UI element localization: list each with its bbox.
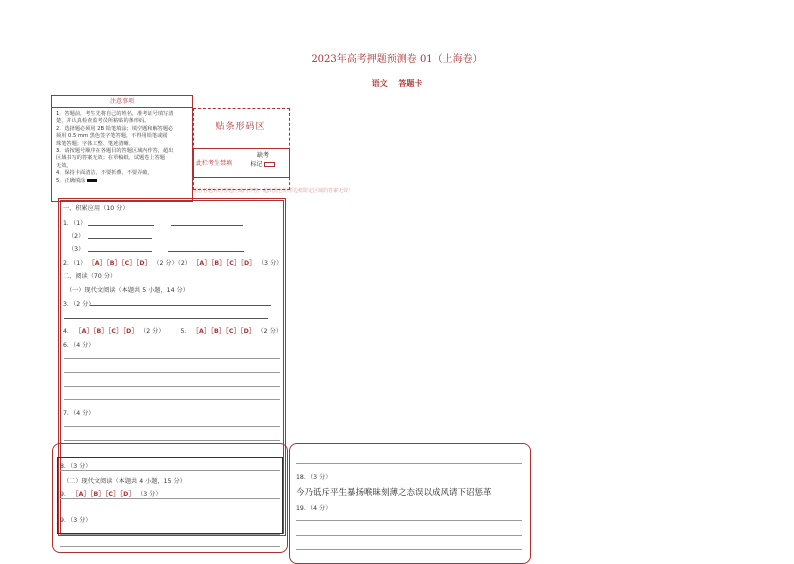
q4-score: （2 分） [140,328,165,335]
section-1-heading: 一、积累应用（10 分） [63,205,129,212]
absent-label-row [248,160,278,169]
answer-line[interactable] [296,535,522,536]
section-2-heading: 二、阅读（70 分） [63,273,117,280]
q4-options[interactable]: ［A］［B］［C］［D］ [75,328,139,335]
answer-line[interactable] [168,251,244,252]
notice-line: 4．保持卡面清洁，不要折叠、不要弄破。 [56,170,153,177]
page-title: 2023年高考押题预测卷 01（上海卷） [311,54,483,65]
absent-checkbox[interactable] [264,162,275,167]
filled-mark-icon [87,179,97,182]
answer-line[interactable] [90,305,271,306]
answer-line[interactable] [60,534,280,535]
notice-heading: 注意事项 [52,96,192,108]
q2-score: （3 分） [257,260,283,267]
answer-line[interactable] [64,426,280,427]
answer-line[interactable] [88,225,154,226]
answer-line[interactable] [60,546,280,547]
notice-line: 楚，并认真检查监考员所粘贴的条形码。 [56,118,150,125]
q10-label: 9．（3 分） [60,517,92,524]
q5-score: （2 分） [257,328,282,335]
q5-options[interactable]: ［A］［B］［C］［D］ [192,328,256,335]
q8-label: 8．（3 分） [60,463,92,470]
answer-line[interactable] [88,238,152,239]
q1-2-label: （2） [68,233,85,240]
q9-row [60,489,162,498]
q4-q5-row [63,326,282,335]
subject-label: 语文 [371,79,388,88]
answer-line[interactable] [64,399,280,400]
notice-line-fill [56,178,188,185]
q9-score: （3 分） [137,491,162,498]
absent-label-1: 缺考 [256,152,269,159]
notice-line: 无效。 [56,162,72,169]
answer-line[interactable] [64,318,268,319]
q5-label: 5． [180,328,191,335]
answer-line[interactable] [88,251,152,252]
answer-line[interactable] [64,440,280,441]
notice-line: 2．选择题必须用 2B 铅笔填涂；填空题和解答题必 [56,125,174,132]
q6-label: 6．（4 分） [63,342,95,349]
answer-line[interactable] [296,520,522,521]
warning-text: 请在各题目的答题区域内作答，超出黑色矩形边框限定区域的答案无效！ [193,188,354,194]
q18-text: 今乃诋斥平生暴扬喉昧刻薄之态误以成风请下诏惩革 [296,488,492,498]
q7-label: 7．（4 分） [63,410,95,417]
answer-line[interactable] [64,372,280,373]
q1-label: 1．（1） [63,220,87,227]
answer-line[interactable] [60,470,280,471]
q9-options[interactable]: ［A］［B］［C］［D］ [72,491,136,498]
answer-line[interactable] [60,498,280,499]
barcode-label: 贴条形码区 [215,122,266,132]
q3-label: 3．（2 分） [63,301,95,308]
q2-mid: （2 分）（2） [153,260,191,267]
notice-body [52,108,192,188]
absent-label-2: 标记 [250,161,263,168]
answer-line[interactable] [171,225,243,226]
fill-example-label: 5．正确填涂 [56,177,86,184]
q9-label: 9． [60,491,71,498]
notice-line: 珠笔答题；字体工整、笔迹清晰。 [56,140,134,147]
q2-label: 2．（1） [63,260,87,267]
absent-note: 此栏考生禁填 [196,160,233,167]
notice-line: 须用 0.5 mm 黑色签字笔答题，不得用铅笔或圆 [56,133,168,140]
answer-line[interactable] [64,386,280,387]
q2-1-options[interactable]: ［A］［B］［C］［D］ [88,260,152,267]
notice-line: 1．答题前，考生先将自己的姓名，准考证号填写清 [56,111,174,117]
section-2-2-heading: （二）现代文阅读（本题共 4 小题，15 分） [63,478,186,485]
section-2-1-heading: （一）现代文阅读（本题共 5 小题，14 分） [66,287,189,294]
q1-3-label: （3） [68,246,85,253]
notice-box [51,95,193,202]
page-subtitle [0,78,794,89]
answer-line[interactable] [296,463,522,464]
answer-line[interactable] [296,549,522,550]
q18-label: 18．（3 分） [296,474,332,481]
absent-mark-area[interactable] [248,151,278,169]
q2-2-options[interactable]: ［A］［B］［C］［D］ [192,260,256,267]
answer-line[interactable] [64,358,280,359]
q4-label: 4． [63,328,74,335]
q19-label: 19．（4 分） [296,505,332,512]
notice-line: 区域书写的答案无效；在草稿纸、试题卷上答题 [56,155,165,162]
card-label: 答题卡 [398,79,423,88]
notice-line: 3．请按题号顺序在各题目的答题区域内作答，超出 [56,148,174,155]
q2-row [63,258,282,267]
